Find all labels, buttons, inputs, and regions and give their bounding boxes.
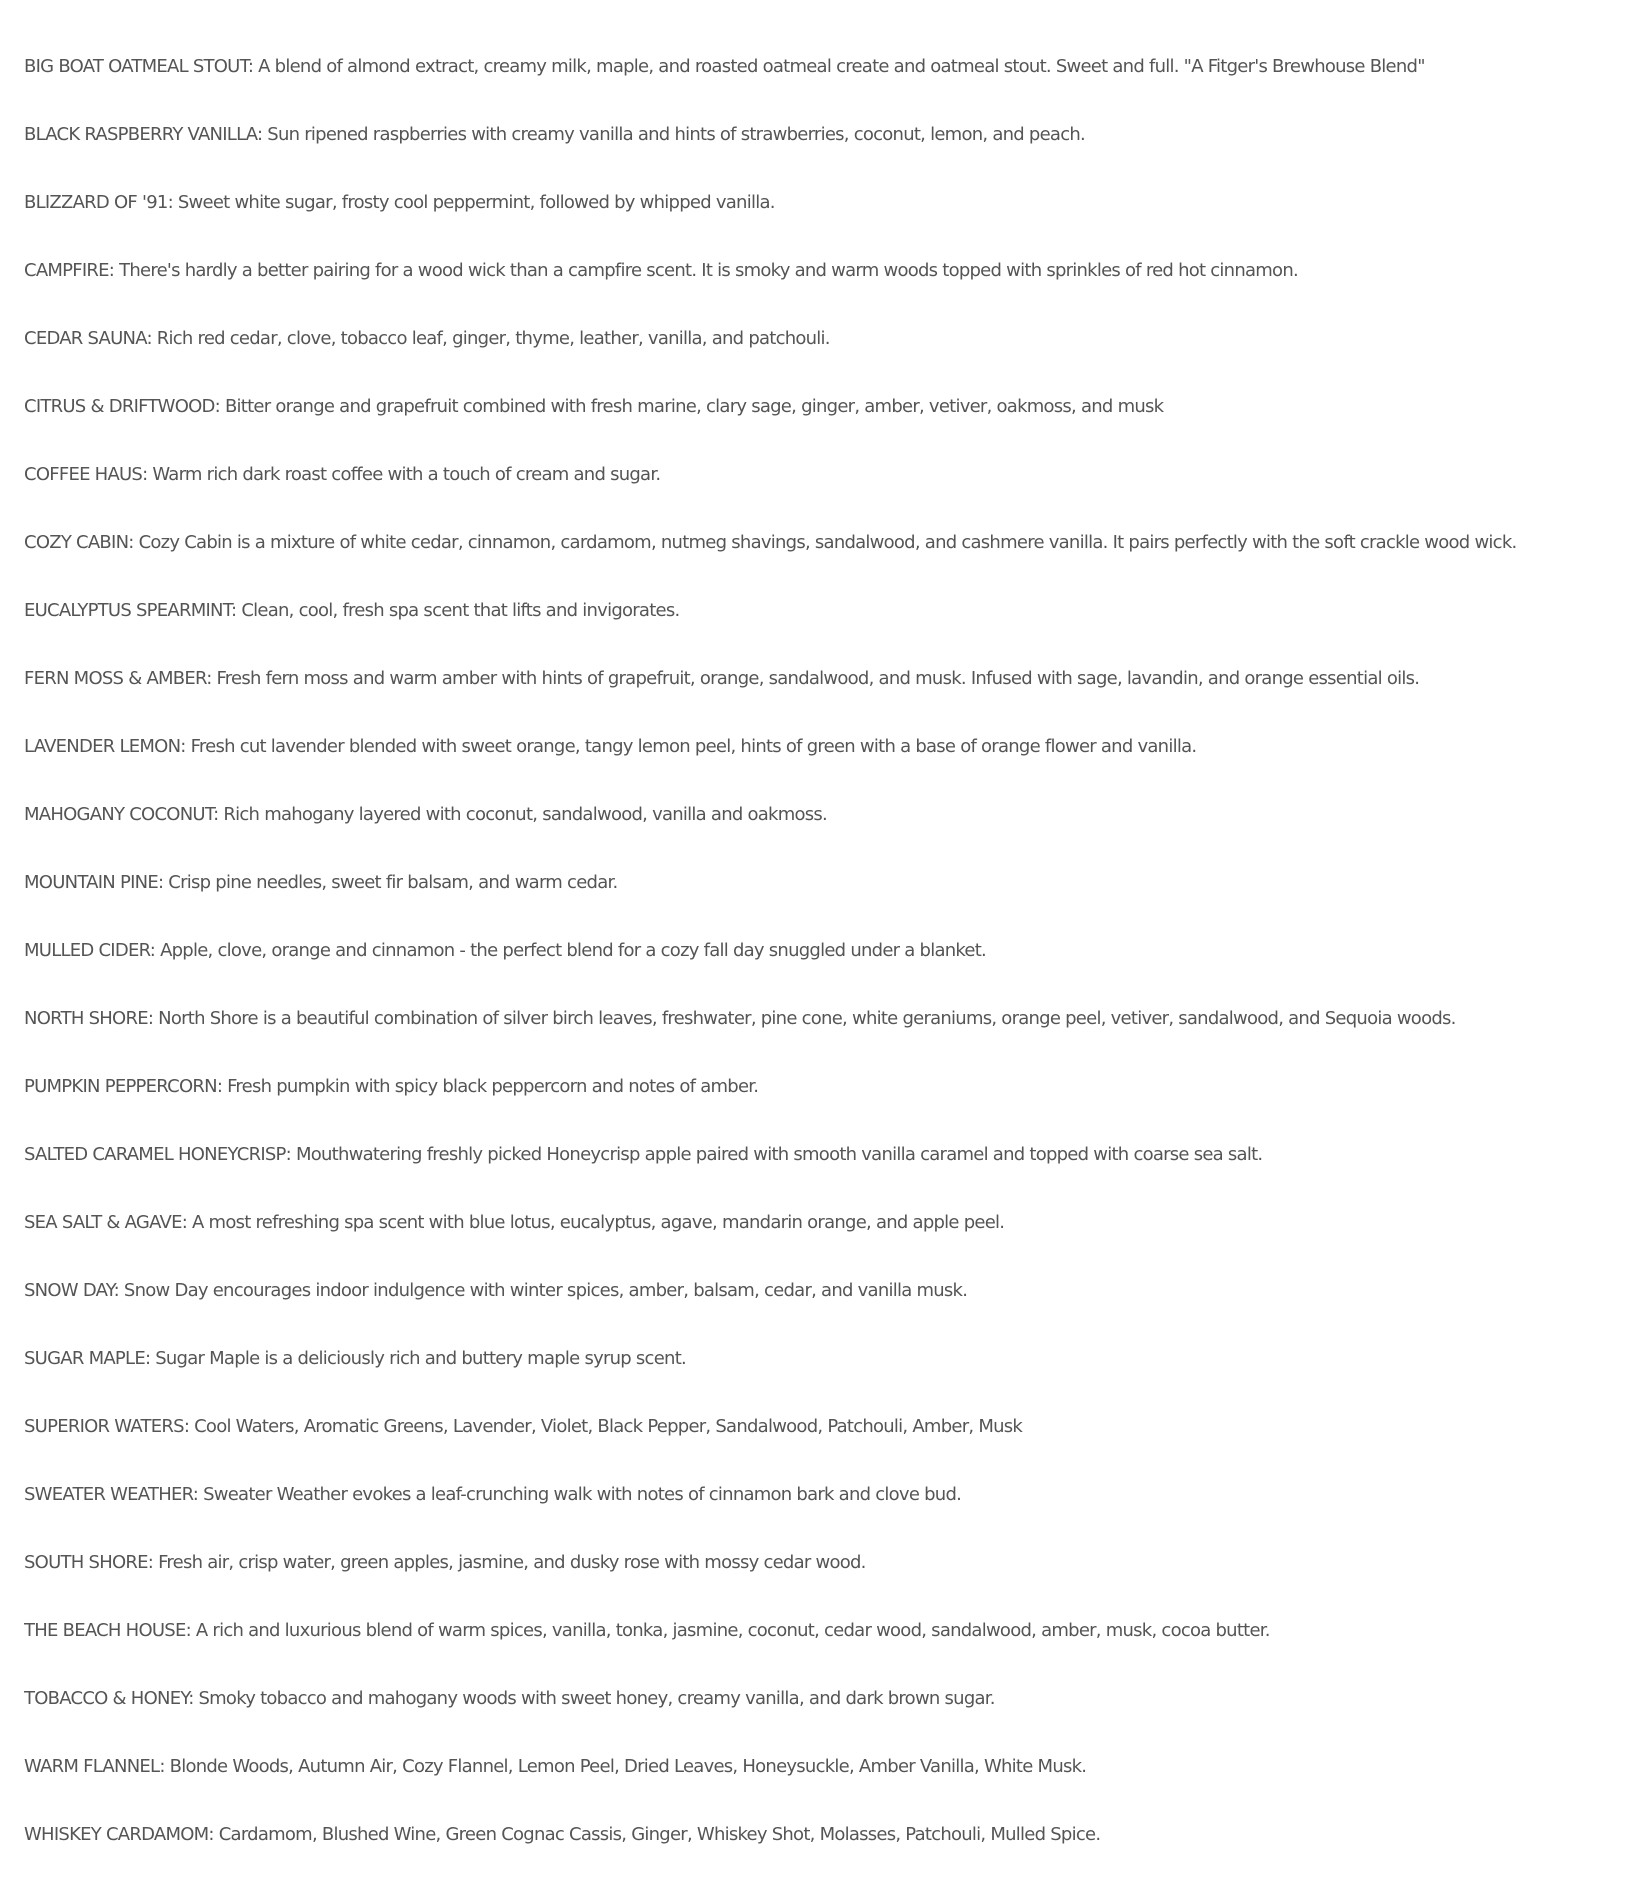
scent-warm-flannel: WARM FLANNEL: Blonde Woods, Autumn Air, Cozy Flannel, Lemon Peel, Dried Leaves, Honeysuckle, Amber Vanilla, White Musk.	[24, 1756, 1087, 1777]
scent-list	[24, 36, 1644, 1890]
scent-whiskey-cardamom: WHISKEY CARDAMOM: Cardamom, Blushed Wine, Green Cognac Cassis, Ginger, Whiskey Shot, Molasses, Patchouli, Mulled Spice.	[24, 1824, 1101, 1845]
scent-mahogany-coconut: MAHOGANY COCONUT: Rich mahogany layered with coconut, sandalwood, vanilla and oakmoss.	[24, 804, 828, 825]
scent-big-boat-oatmeal-stout: BIG BOAT OATMEAL STOUT: A blend of almond extract, creamy milk, maple, and roasted oatmeal create and oatmeal stout. Sweet and full. "A Fitger's Brewhouse Blend"	[24, 56, 1425, 77]
scent-campfire: CAMPFIRE: There's hardly a better pairing for a wood wick than a campfire scent. It is smoky and warm woods topped with sprinkles of red hot cinnamon.	[24, 260, 1298, 281]
scent-pumpkin-peppercorn: PUMPKIN PEPPERCORN: Fresh pumpkin with spicy black peppercorn and notes of amber.	[24, 1076, 759, 1097]
scent-coffee-haus: COFFEE HAUS: Warm rich dark roast coffee with a touch of cream and sugar.	[24, 464, 661, 485]
scent-sugar-maple: SUGAR MAPLE: Sugar Maple is a deliciously rich and buttery maple syrup scent.	[24, 1348, 686, 1369]
scent-superior-waters: SUPERIOR WATERS: Cool Waters, Aromatic Greens, Lavender, Violet, Black Pepper, Sandalwood, Patchouli, Amber, Musk	[24, 1416, 1023, 1437]
scent-salted-caramel-honeycrisp: SALTED CARAMEL HONEYCRISP: Mouthwatering freshly picked Honeycrisp apple paired with smooth vanilla caramel and topped with coarse sea salt.	[24, 1144, 1263, 1165]
scent-cedar-sauna: CEDAR SAUNA: Rich red cedar, clove, tobacco leaf, ginger, thyme, leather, vanilla, and patchouli.	[24, 328, 830, 349]
scent-cozy-cabin: COZY CABIN: Cozy Cabin is a mixture of white cedar, cinnamon, cardamom, nutmeg shavings, sandalwood, and cashmere vanilla. It pairs perfectly with the soft crackle wood wick.	[24, 532, 1517, 553]
scent-blizzard-of-91: BLIZZARD OF '91: Sweet white sugar, frosty cool peppermint, followed by whipped vanilla.	[24, 192, 775, 213]
scent-mountain-pine: MOUNTAIN PINE: Crisp pine needles, sweet fir balsam, and warm cedar.	[24, 872, 618, 893]
scent-citrus-driftwood: CITRUS & DRIFTWOOD: Bitter orange and grapefruit combined with fresh marine, clary sage, ginger, amber, vetiver, oakmoss, and musk	[24, 396, 1164, 417]
scent-sweater-weather: SWEATER WEATHER: Sweater Weather evokes a leaf-crunching walk with notes of cinnamon bark and clove bud.	[24, 1484, 962, 1505]
scent-sea-salt-agave: SEA SALT & AGAVE: A most refreshing spa scent with blue lotus, eucalyptus, agave, mandarin orange, and apple peel.	[24, 1212, 1005, 1233]
scent-lavender-lemon: LAVENDER LEMON: Fresh cut lavender blended with sweet orange, tangy lemon peel, hints of green with a base of orange flower and vanilla.	[24, 736, 1197, 757]
scent-fern-moss-amber: FERN MOSS & AMBER: Fresh fern moss and warm amber with hints of grapefruit, orange, sandalwood, and musk. Infused with sage, lavandin, and orange essential oils.	[24, 668, 1420, 689]
scent-mulled-cider: MULLED CIDER: Apple, clove, orange and cinnamon - the perfect blend for a cozy fall day snuggled under a blanket.	[24, 940, 987, 961]
scent-eucalyptus-spearmint: EUCALYPTUS SPEARMINT: Clean, cool, fresh spa scent that lifts and invigorates.	[24, 600, 680, 621]
scent-black-raspberry-vanilla: BLACK RASPBERRY VANILLA: Sun ripened raspberries with creamy vanilla and hints of strawberries, coconut, lemon, and peach.	[24, 124, 1085, 145]
scent-tobacco-honey: TOBACCO & HONEY: Smoky tobacco and mahogany woods with sweet honey, creamy vanilla, and dark brown sugar.	[24, 1688, 995, 1709]
scent-the-beach-house: THE BEACH HOUSE: A rich and luxurious blend of warm spices, vanilla, tonka, jasmine, coconut, cedar wood, sandalwood, amber, musk, cocoa butter.	[24, 1620, 1270, 1641]
scent-north-shore: NORTH SHORE: North Shore is a beautiful combination of silver birch leaves, freshwater, pine cone, white geraniums, orange peel, vetiver, sandalwood, and Sequoia woods.	[24, 1008, 1456, 1029]
scent-south-shore: SOUTH SHORE: Fresh air, crisp water, green apples, jasmine, and dusky rose with mossy cedar wood.	[24, 1552, 866, 1573]
scent-snow-day: SNOW DAY: Snow Day encourages indoor indulgence with winter spices, amber, balsam, cedar, and vanilla musk.	[24, 1280, 968, 1301]
